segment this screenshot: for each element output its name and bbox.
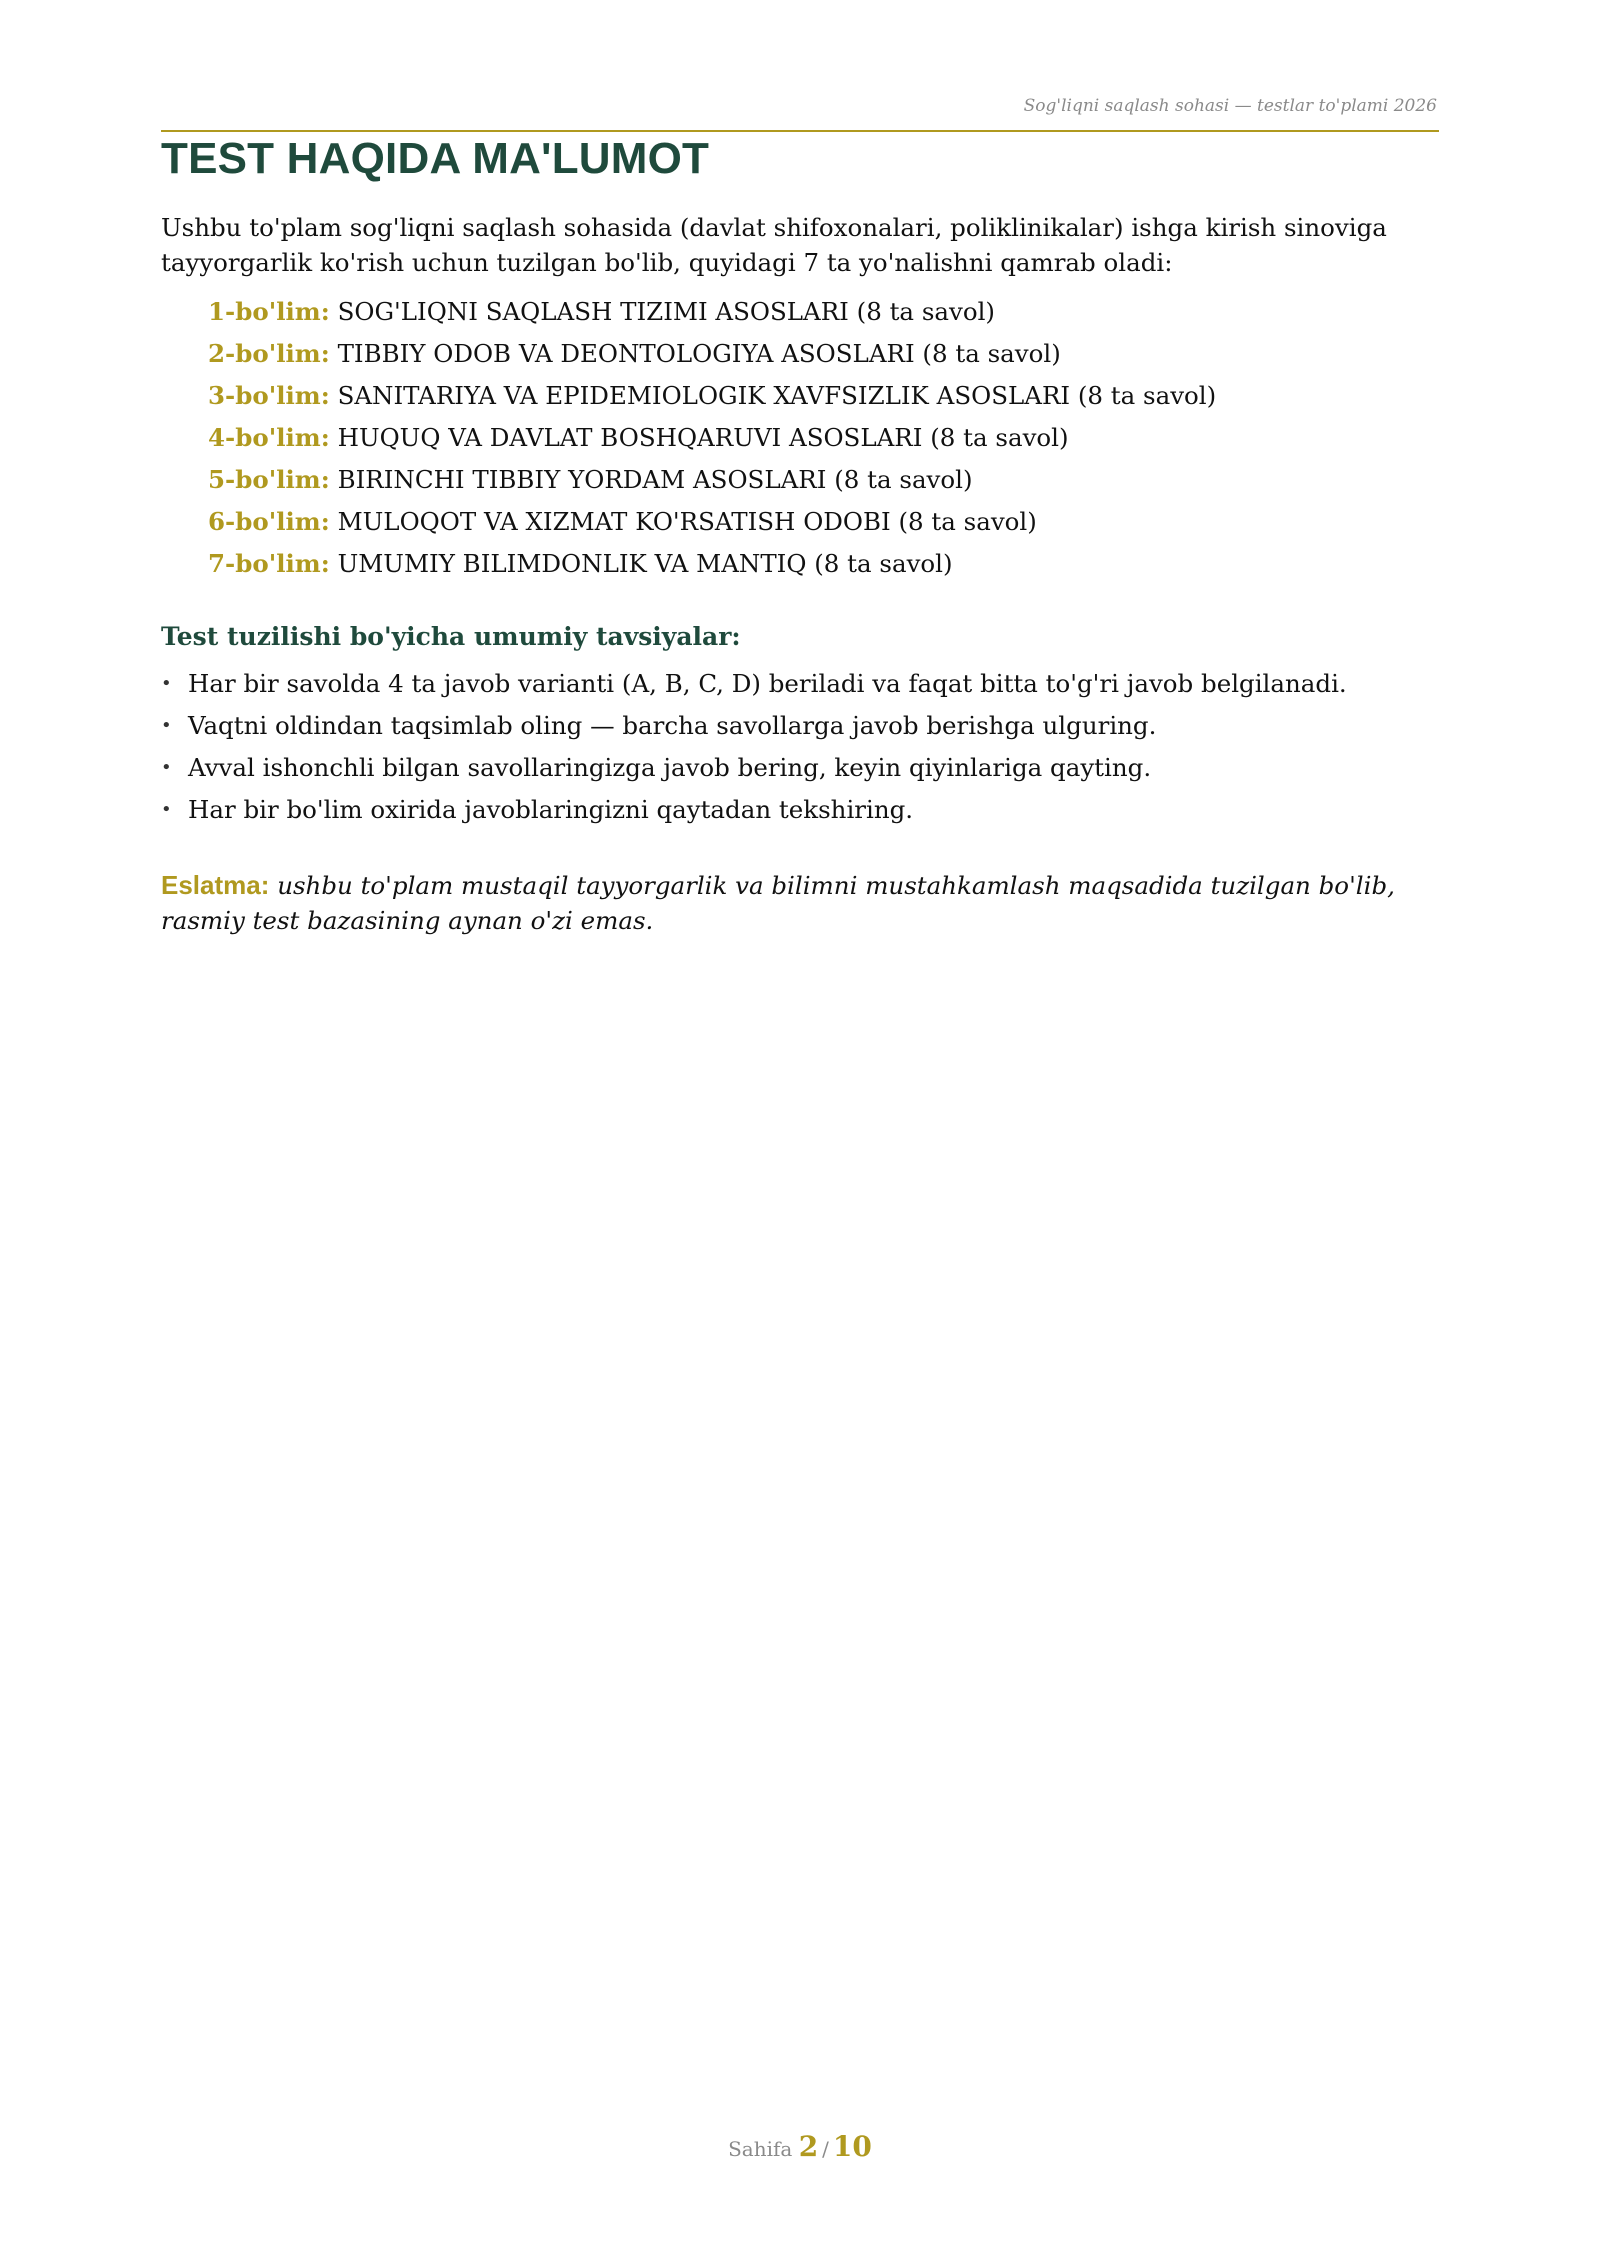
tip-item <box>161 708 1347 750</box>
bullet-icon: • <box>161 715 172 736</box>
page-title: TEST HAQIDA MA'LUMOT <box>161 134 710 183</box>
bullet-icon: • <box>161 799 172 820</box>
tip-text: Har bir bo'lim oxirida javoblaringizni qaytadan tekshiring. <box>188 795 914 824</box>
section-title: UMUMIY BILIMDONLIK VA MANTIQ (8 ta savol) <box>337 549 953 578</box>
section-item <box>208 420 1216 462</box>
section-label: 3-bo'lim: <box>208 381 330 410</box>
tips-list <box>161 666 1347 834</box>
section-label: 6-bo'lim: <box>208 507 330 536</box>
note-label: Eslatma: <box>161 870 270 900</box>
page-number-prefix: Sahifa <box>728 2137 793 2161</box>
section-item <box>208 504 1216 546</box>
section-label: 1-bo'lim: <box>208 297 330 326</box>
tip-text: Har bir savolda 4 ta javob varianti (A, B, C, D) beriladi va faqat bitta to'g'ri javob belgilanadi. <box>188 669 1347 698</box>
intro-paragraph: Ushbu to'plam sog'liqni saqlash sohasida (davlat shifoxonalari, poliklinikalar) ishga kirish sinoviga tayyorgarlik ko'rish uchun tuzilgan bo'lib, quyidagi 7 ta yo'nalishni qamrab oladi: <box>161 213 1387 277</box>
tips-heading: Test tuzilishi bo'yicha umumiy tavsiyalar: <box>161 622 741 651</box>
page-separator: / <box>822 2137 829 2161</box>
section-label: 4-bo'lim: <box>208 423 330 452</box>
current-page-number: 2 <box>798 2130 819 2163</box>
running-header: Sog'liqni saqlash sohasi — testlar to'plami 2026 <box>1023 96 1437 116</box>
bullet-icon: • <box>161 673 172 694</box>
section-item <box>208 462 1216 504</box>
bullet-icon: • <box>161 757 172 778</box>
section-title: MULOQOT VA XIZMAT KO'RSATISH ODOBI (8 ta savol) <box>337 507 1037 536</box>
section-item <box>208 546 1216 588</box>
page-footer <box>0 2130 1600 2163</box>
tip-item <box>161 666 1347 708</box>
section-title: TIBBIY ODOB VA DEONTOLOGIYA ASOSLARI (8 ta savol) <box>337 339 1061 368</box>
section-title: BIRINCHI TIBBIY YORDAM ASOSLARI (8 ta savol) <box>337 465 973 494</box>
section-title: HUQUQ VA DAVLAT BOSHQARUVI ASOSLARI (8 ta savol) <box>337 423 1069 452</box>
section-label: 5-bo'lim: <box>208 465 330 494</box>
section-item <box>208 336 1216 378</box>
section-label: 2-bo'lim: <box>208 339 330 368</box>
sections-list <box>208 294 1216 588</box>
header-divider <box>161 130 1439 132</box>
section-label: 7-bo'lim: <box>208 549 330 578</box>
total-pages-number: 10 <box>832 2130 872 2163</box>
note-text: ushbu to'plam mustaqil tayyorgarlik va bilimni mustahkamlash maqsadida tuzilgan bo'lib, rasmiy test bazasining aynan o'zi emas. <box>161 871 1395 935</box>
tip-text: Avval ishonchli bilgan savollaringizga javob bering, keyin qiyinlariga qayting. <box>188 753 1152 782</box>
note-paragraph <box>161 868 1431 938</box>
section-title: SANITARIYA VA EPIDEMIOLOGIK XAVFSIZLIK ASOSLARI (8 ta savol) <box>337 381 1217 410</box>
tip-item <box>161 750 1347 792</box>
section-item <box>208 378 1216 420</box>
tip-item <box>161 792 1347 834</box>
section-title: SOG'LIQNI SAQLASH TIZIMI ASOSLARI (8 ta savol) <box>337 297 995 326</box>
section-item <box>208 294 1216 336</box>
tip-text: Vaqtni oldindan taqsimlab oling — barcha savollarga javob berishga ulguring. <box>188 711 1157 740</box>
